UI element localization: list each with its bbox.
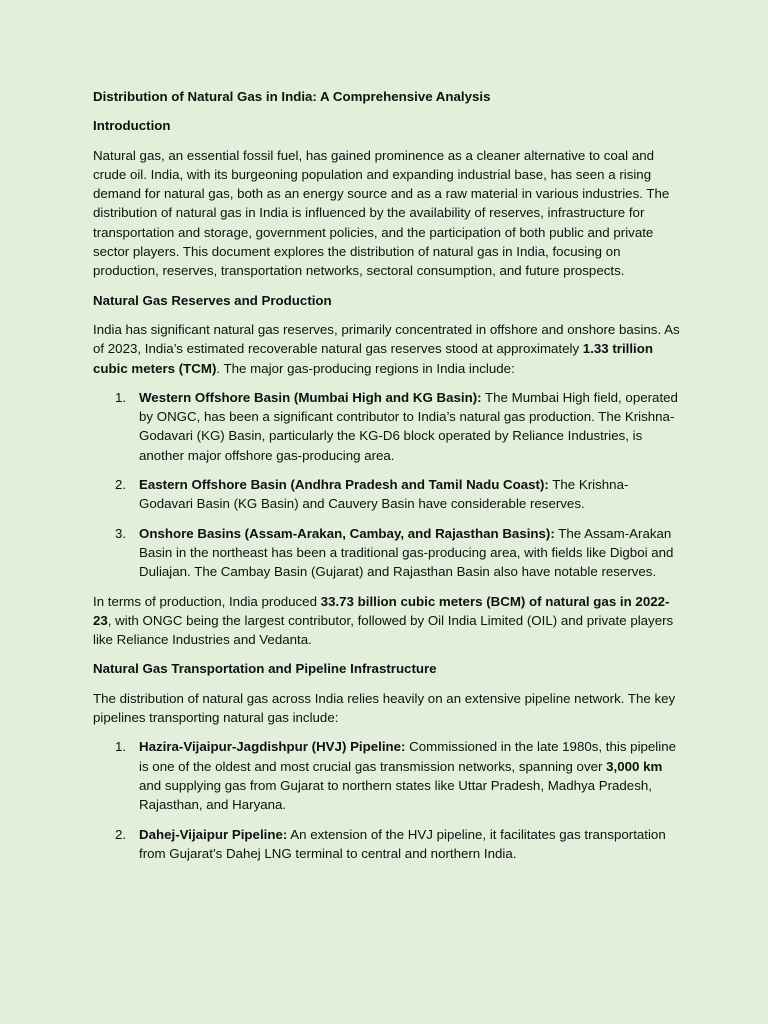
list-number: 3. — [115, 525, 127, 541]
document-title: Distribution of Natural Gas in India: A Comprehensive Analysis — [93, 89, 491, 104]
list-number: 1. — [115, 739, 127, 755]
list-item — [93, 825, 680, 864]
list-item-title: Dahej-Vijaipur Pipeline: — [139, 826, 288, 842]
list-item — [93, 475, 680, 514]
list-item — [93, 524, 680, 582]
list-item-text: Commissioned in the late 1980s, this pipeline is one of the oldest and most crucial gas transmission networks, spanning over — [139, 739, 677, 774]
reserves-text-before: India has significant natural gas reserves, primarily concentrated in offshore and onshore basins. As of 2023, India’s estimated recoverable natural gas reserves stood at approximately — [93, 321, 680, 357]
list-item-text-after: and supplying gas from Gujarat to northern states like Uttar Pradesh, Madhya Pradesh, Rajasthan, and Haryana. — [139, 777, 652, 813]
pipelines-list — [93, 737, 680, 863]
regions-list — [93, 388, 680, 582]
list-item-title: Onshore Basins (Assam-Arakan, Cambay, and Rajasthan Basins): — [139, 525, 555, 541]
list-item-title: Hazira-Vijaipur-Jagdishpur (HVJ) Pipeline: — [139, 739, 406, 755]
list-item-title: Eastern Offshore Basin (Andhra Pradesh and Tamil Nadu Coast): — [139, 477, 549, 493]
transport-heading: Natural Gas Transportation and Pipeline Infrastructure — [93, 661, 437, 677]
list-item-text: An extension of the HVJ pipeline, it facilitates gas transportation from Gujarat’s Dahej LNG terminal to central and northern India. — [139, 826, 666, 861]
reserves-bold-figure: 1.33 trillion cubic meters (TCM) — [93, 341, 653, 376]
production-paragraph — [93, 592, 680, 650]
list-item-text: The Assam-Arakan Basin in the northeast has been a traditional gas-producing area, with fields like Digboi and Duliajan. The Cambay Basin (Gujarat) and Rajasthan Basin also have notable reserves. — [139, 525, 674, 580]
list-number: 1. — [115, 389, 127, 405]
list-number: 2. — [115, 826, 127, 842]
list-item-title: Western Offshore Basin (Mumbai High and KG Basin): — [139, 389, 482, 405]
list-item — [93, 737, 680, 814]
reserves-paragraph — [93, 320, 680, 378]
reserves-text-after: . The major gas-producing regions in India include: — [216, 360, 515, 376]
production-bold-figure: 33.73 billion cubic meters (BCM) of natural gas in 2022-23 — [93, 593, 670, 628]
intro-heading: Introduction — [93, 118, 171, 134]
production-text-before: In terms of production, India produced — [93, 593, 321, 609]
list-item-text: The Krishna-Godavari Basin (KG Basin) and Cauvery Basin have considerable reserves. — [139, 477, 629, 512]
list-number: 2. — [115, 477, 127, 493]
transport-paragraph: The distribution of natural gas across India relies heavily on an extensive pipeline network. The key pipelines transporting natural gas include: — [93, 690, 676, 726]
reserves-heading: Natural Gas Reserves and Production — [93, 292, 332, 308]
intro-paragraph: Natural gas, an essential fossil fuel, has gained prominence as a cleaner alternative to coal and crude oil. India, with its burgeoning population and expanding industrial base, has seen a rising demand for natural gas, both as an energy source and as a raw material in various industries. The distribution of natural gas in India is influenced by the availability of reserves, infrastructure for transportation and storage, government policies, and the participation of both public and private sector players. This document explores the distribution of natural gas in India, focusing on production, reserves, transportation networks, sectoral consumption, and future prospects. — [93, 147, 670, 279]
list-item-bold: 3,000 km — [606, 758, 663, 774]
list-item — [93, 388, 680, 465]
production-text-after: , with ONGC being the largest contributor, followed by Oil India Limited (OIL) and private players like Reliance Industries and Vedanta. — [93, 612, 674, 648]
list-item-text: The Mumbai High field, operated by ONGC, has been a significant contributor to India’s natural gas production. The Krishna-Godavari (KG) Basin, particularly the KG-D6 block operated by Reliance Industries, is another major offshore gas-producing area. — [139, 389, 678, 463]
